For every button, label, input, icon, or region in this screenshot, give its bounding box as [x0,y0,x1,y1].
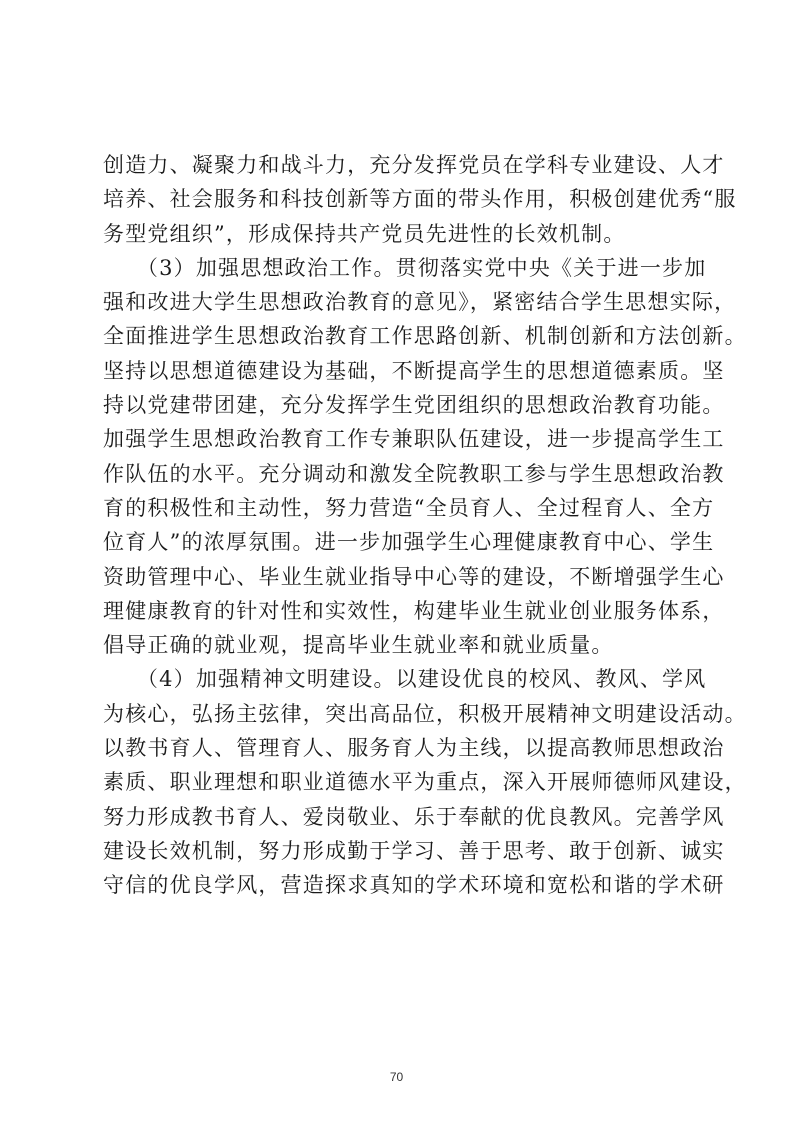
text-line: 以教书育人、管理育人、服务育人为主线，以提高教师思想政治 [103,736,725,761]
text-line: 持以党建带团建，充分发挥学生党团组织的思想政治教育功能。 [103,393,725,418]
text-line: 创造力、凝聚力和战斗力，充分发挥党员在学科专业建设、人才 [103,153,725,177]
text-line: 守信的优良学风，营造探求真知的学术环境和宽松和谐的学术研 [103,873,725,898]
text-line: 务型党组织”，形成保持共产党员先进性的长效机制。 [103,221,626,246]
text-line: 育的积极性和主动性，努力营造“全员育人、全过程育人、全方 [103,495,715,520]
text-line: 作队伍的水平。充分调动和激发全院教职工参与学生思想政治教 [103,461,725,486]
text-line: 加强学生思想政治教育工作专兼职队伍建设，进一步提高学生工 [103,427,725,452]
text-line: 位育人”的浓厚氛围。进一步加强学生心理健康教育中心、学生 [103,530,715,555]
text-line: 资助管理中心、毕业生就业指导中心等的建设，不断增强学生心 [103,564,725,589]
text-line: 全面推进学生思想政治教育工作思路创新、机制创新和方法创新。 [103,324,747,349]
text-line: 坚持以思想道德建设为基础，不断提高学生的思想道德素质。坚 [103,358,725,383]
text-line: 培养、社会服务和科技创新等方面的带头作用，积极创建优秀“服 [103,187,737,212]
text-line: 努力形成教书育人、爱岗敬业、乐于奉献的优良教风。完善学风 [103,804,725,829]
text-line: 为核心，弘扬主弦律，突出高品位，积极开展精神文明建设活动。 [103,701,747,726]
page-number: 70 [389,1070,404,1084]
text-line: 强和改进大学生思想政治教育的意见》，紧密结合学生思想实际， [103,290,737,315]
text-line: 理健康教育的针对性和实效性，构建毕业生就业创业服务体系， [103,598,725,623]
body-text [103,148,747,903]
text-line: （4）加强精神文明建设。以建设优良的校风、教风、学风 [103,667,707,692]
text-line: 建设长效机制，努力形成勤于学习、善于思考、敢于创新、诚实 [103,838,725,863]
text-line: 素质、职业理想和职业道德水平为重点，深入开展师德师风建设， [103,770,747,795]
text-line: 倡导正确的就业观，提高毕业生就业率和就业质量。 [103,633,614,658]
text-line: （3）加强思想政治工作。贯彻落实党中央《关于进一步加 [103,255,707,280]
